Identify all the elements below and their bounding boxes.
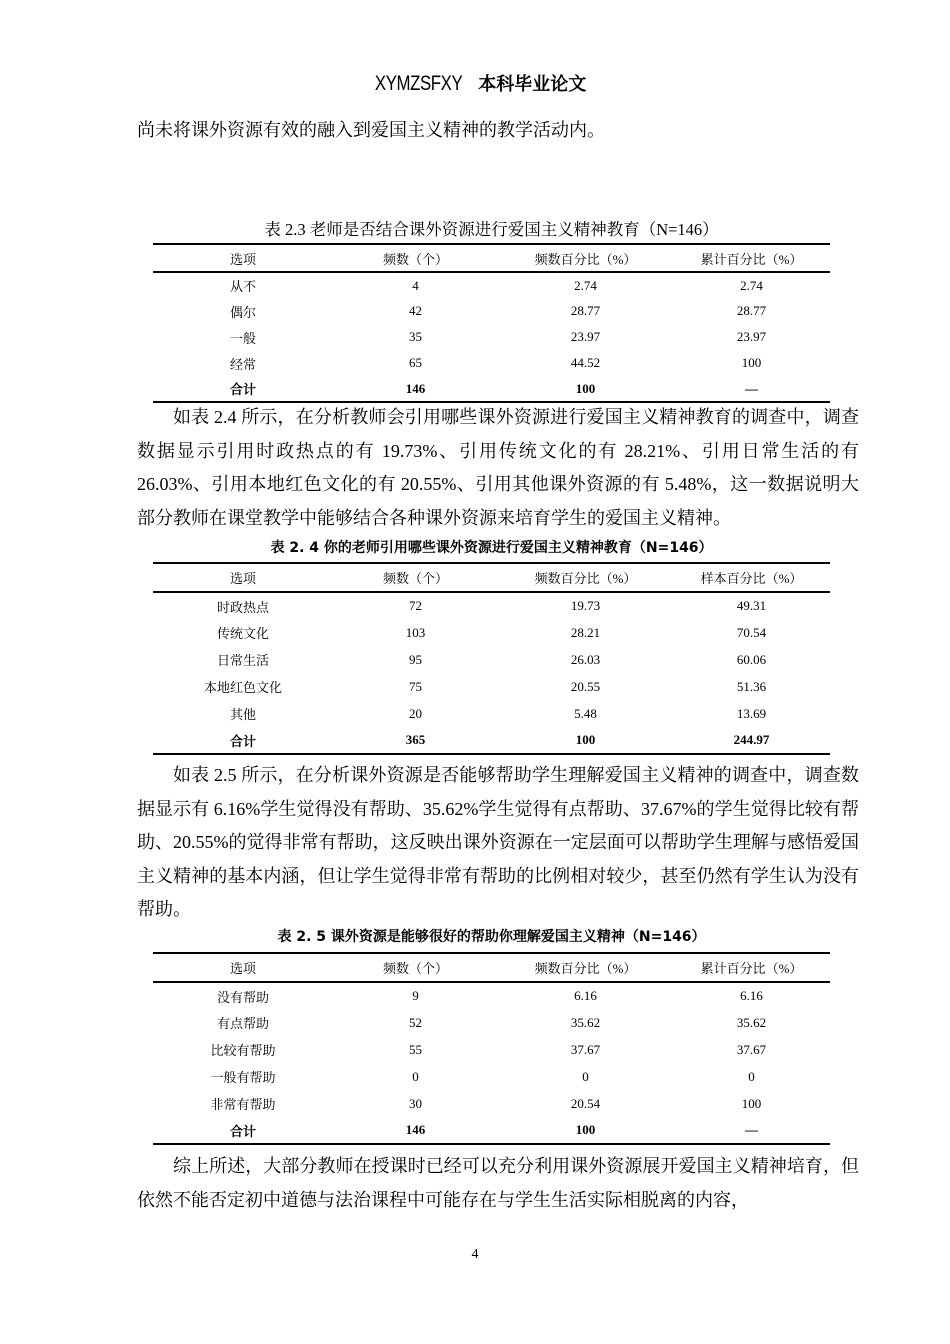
table-cell: 55: [409, 1041, 422, 1057]
table-cell: 本地红色文化: [203, 680, 282, 695]
table-cell: 103: [405, 624, 426, 640]
table-row: [153, 1063, 830, 1090]
paragraph-3: 综上所述，大部分教师在授课时已经可以充分利用课外资源展开爱国主义精神培育，但依然不能否定初中道德与法治课程中可能存在与学生生活实际相脱离的内容，: [137, 1156, 859, 1210]
total-cell: 合计: [153, 1117, 333, 1144]
table-cell: 26.03: [570, 651, 601, 667]
column-header: 选项: [153, 953, 333, 982]
table-total-row: [153, 376, 830, 402]
table-cell: 有点帮助: [216, 1016, 269, 1031]
table-cell: 28.21: [570, 624, 601, 640]
table-cell: 0: [412, 1068, 419, 1084]
table-header-row: [153, 244, 830, 272]
table-cell: 时政热点: [216, 599, 269, 615]
table-cell: 9: [412, 988, 419, 1003]
table-cell: 比较有帮助: [210, 1043, 276, 1058]
table-2-4: [153, 562, 830, 755]
total-cell: —: [673, 376, 830, 402]
table-cell: 没有帮助: [216, 989, 269, 1005]
total-cell: 合计: [153, 727, 333, 754]
table-row: [153, 350, 830, 376]
table-2-5: [153, 952, 830, 1145]
table-2-3: [153, 243, 830, 403]
table-cell: 51.36: [736, 678, 767, 694]
table-cell: 72: [409, 598, 422, 613]
table-cell: 经常: [229, 356, 256, 372]
table-cell: 75: [409, 678, 422, 694]
paragraph-2: 如表 2.5 所示，在分析课外资源是否能够帮助学生理解爱国主义精神的调查中，调查数据显示有 6.16%学生觉得没有帮助、35.62%学生觉得有点帮助、37.67%的学生觉得比较有帮助、20.55%的觉得非常有帮助，这反映出课外资源在一定层面可以帮助学生理解与感悟爱国主义精神的基本内涵，但让学生觉得非常有帮助的比例相对较少，甚至仍然有学生认为没有帮助。: [137, 765, 859, 919]
table-cell: 5.48: [574, 705, 597, 721]
total-cell: 合计: [153, 376, 333, 402]
table-row: [153, 1090, 830, 1117]
table-row: [153, 700, 830, 727]
column-header: 频数百分比（%）: [498, 563, 673, 592]
table-cell: 20.55: [570, 678, 601, 694]
table-cell: 70.54: [736, 624, 767, 640]
column-header: 频数百分比（%）: [498, 953, 673, 982]
total-cell: 146: [333, 376, 498, 402]
table-cell: 37.67: [570, 1041, 601, 1057]
table-cell: 偶尔: [229, 304, 256, 320]
table-row: [153, 982, 830, 1009]
column-header: 频数（个）: [333, 563, 498, 592]
table-cell: 2.74: [574, 277, 597, 293]
total-cell: 244.97: [673, 727, 830, 754]
column-header: 累计百分比（%）: [673, 244, 830, 272]
table-cell: 44.52: [570, 355, 601, 370]
table-header-row: [153, 953, 830, 982]
table-row: [153, 1009, 830, 1036]
table-row: [153, 646, 830, 673]
table-cell: 其他: [229, 707, 256, 722]
table-cell: 42: [409, 303, 422, 318]
table-cell: 100: [741, 355, 762, 370]
column-header: 频数百分比（%）: [498, 244, 673, 272]
table-row: [153, 673, 830, 700]
table-cell: 2.74: [740, 277, 763, 293]
column-header: 样本百分比（%）: [673, 563, 830, 592]
table-cell: 95: [409, 651, 422, 667]
total-cell: —: [673, 1117, 830, 1144]
page-header: [0, 70, 950, 96]
table-cell: 28.77: [570, 303, 601, 318]
header-title: 本科毕业论文: [478, 74, 587, 95]
total-cell: 100: [498, 727, 673, 754]
table-total-row: [153, 1117, 830, 1144]
table-cell: 30: [409, 1095, 422, 1111]
table-cell: 100: [741, 1095, 762, 1111]
table-cell: 35.62: [736, 1014, 767, 1030]
column-header: 累计百分比（%）: [673, 953, 830, 982]
table-cell: 60.06: [736, 651, 767, 667]
table-cell: 从不: [229, 279, 256, 294]
table-cell: 6.16: [574, 988, 597, 1003]
table-cell: 35: [409, 329, 422, 344]
table-cell: 13.69: [736, 705, 767, 721]
paragraph-1: 如表 2.4 所示，在分析教师会引用哪些课外资源进行爱国主义精神教育的调查中，调查数据显示引用时政热点的有 19.73%、引用传统文化的有 28.21%、引用日常生活的有 26.03%、引用本地红色文化的有 20.55%、引用其他课外资源的有 5.48%，这一数据说明大部分教师在课堂教学中能够结合各种课外资源来培育学生的爱国主义精神。: [137, 407, 859, 528]
table-cell: 23.97: [736, 329, 767, 344]
table-cell: 4: [412, 277, 419, 293]
table-cell: 日常生活: [216, 653, 269, 668]
table-header-row: [153, 563, 830, 592]
header-latin: XYMZSFXY: [374, 72, 463, 95]
column-header: 选项: [153, 563, 333, 592]
table-cell: 一般: [229, 330, 256, 346]
total-cell: 100: [498, 1117, 673, 1144]
table-total-row: [153, 727, 830, 754]
table-row: [153, 298, 830, 324]
table-2-5-caption: 表 2. 5 课外资源是能够很好的帮助你理解爱国主义精神（N=146）: [277, 929, 706, 945]
page-number: 4: [471, 1247, 479, 1262]
table-row: [153, 619, 830, 646]
column-header: 选项: [153, 244, 333, 272]
table-cell: 23.97: [570, 329, 601, 344]
table-cell: 一般有帮助: [210, 1070, 276, 1085]
table-row: [153, 592, 830, 619]
table-cell: 37.67: [736, 1041, 767, 1057]
table-cell: 0: [748, 1068, 755, 1084]
total-cell: 365: [333, 727, 498, 754]
table-cell: 28.77: [736, 303, 767, 318]
table-2-4-caption: 表 2. 4 你的老师引用哪些课外资源进行爱国主义精神教育（N=146）: [270, 540, 713, 556]
table-cell: 传统文化: [216, 626, 269, 641]
table-2-3-caption: 表 2.3 老师是否结合课外资源进行爱国主义精神教育（N=146）: [264, 220, 719, 239]
table-row: [153, 324, 830, 350]
table-cell: 49.31: [736, 598, 767, 613]
table-cell: 20.54: [570, 1095, 601, 1111]
paragraph-0: 尚未将课外资源有效的融入到爱国主义精神的教学活动内。: [137, 120, 605, 140]
table-cell: 65: [409, 355, 422, 370]
total-cell: 146: [333, 1117, 498, 1144]
table-cell: 非常有帮助: [210, 1097, 276, 1112]
table-cell: 20: [409, 705, 422, 721]
table-cell: 52: [409, 1014, 422, 1030]
table-cell: 19.73: [570, 598, 601, 613]
column-header: 频数（个）: [333, 244, 498, 272]
total-cell: 100: [498, 376, 673, 402]
table-cell: 0: [582, 1068, 589, 1084]
table-cell: 6.16: [740, 988, 763, 1003]
table-cell: 35.62: [570, 1014, 601, 1030]
column-header: 频数（个）: [333, 953, 498, 982]
table-row: [153, 272, 830, 298]
table-row: [153, 1036, 830, 1063]
